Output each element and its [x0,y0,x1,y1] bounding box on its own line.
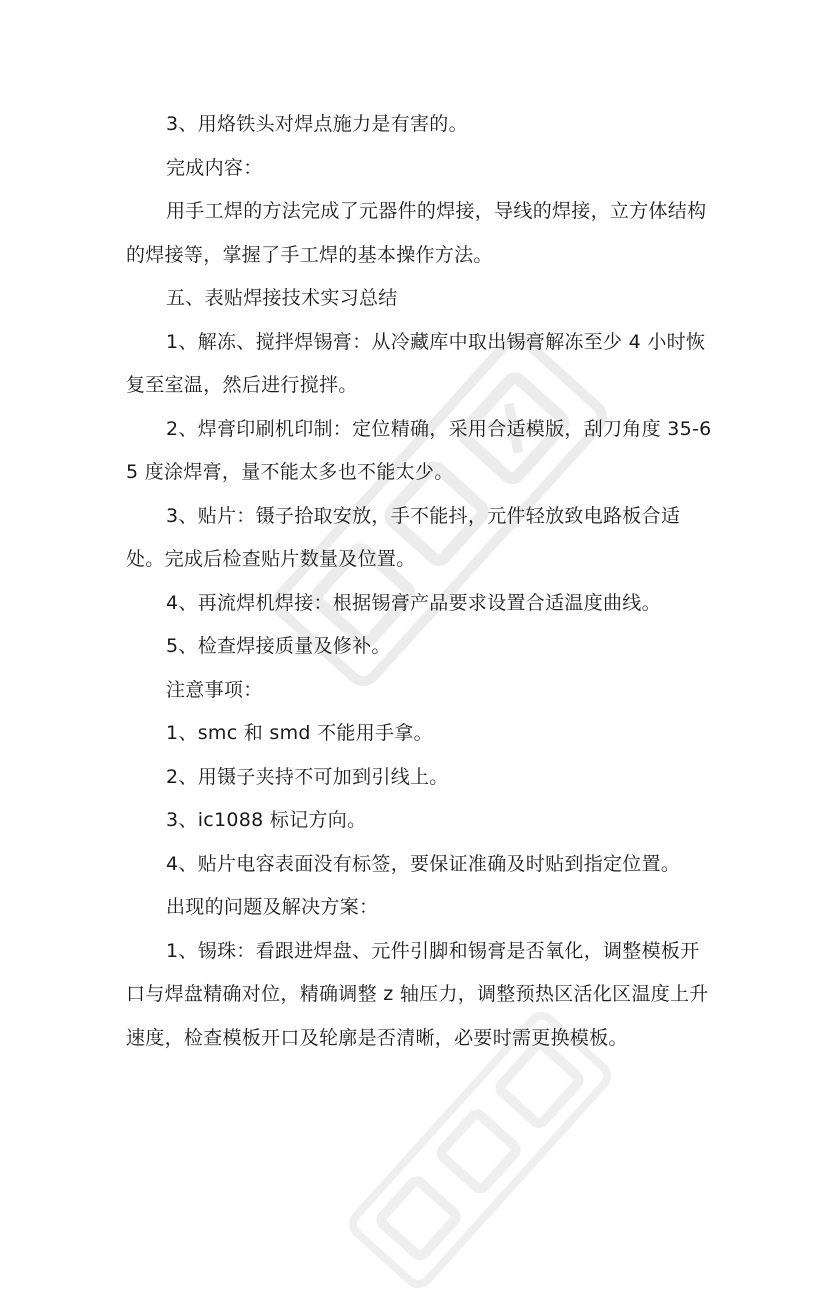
paragraph-heading: 完成内容： [166,156,263,179]
paragraph: 用手工焊的方法完成了元器件的焊接，导线的焊接，立方体结构的焊接等，掌握了手工焊的基本操作方法。 [126,200,707,266]
paragraph: 3、用烙铁头对焊点施力是有害的。 [166,113,468,135]
paragraph: 2、焊膏印刷机印制：定位精确，采用合适模版，刮刀角度 35-65 度涂焊膏，量不能太多也不能太少。 [126,417,712,483]
paragraph: 2、用镊子夹持不可加到引线上。 [166,765,449,788]
paragraph: 3、ic1088 标记方向。 [166,809,367,831]
paragraph-heading: 出现的问题及解决方案： [166,896,379,918]
paragraph: 4、再流焊机焊接：根据锡膏产品要求设置合适温度曲线。 [166,591,661,614]
document-body [126,103,716,1060]
paragraph: 5、检查焊接质量及修补。 [166,635,391,657]
section-heading: 五、表贴焊接技术实习总结 [166,287,398,309]
paragraph: 3、贴片：镊子拾取安放，手不能抖，元件轻放致电路板合适处。完成后检查贴片数量及位置。 [126,504,681,570]
paragraph: 1、解冻、搅拌焊锡膏：从冷藏库中取出锡膏解冻至少 4 小时恢复至室温，然后进行搅拌。 [126,330,706,396]
paragraph-heading: 注意事项： [166,678,263,701]
paragraph: 1、锡珠：看跟进焊盘、元件引脚和锡膏是否氧化，调整模板开口与焊盘精确对位，精确调整 z 轴压力，调整预热区活化区温度上升速度，检查模板开口及轮廓是否清晰，必要时需更换模板。 [126,939,709,1049]
paragraph: 4、贴片电容表面没有标签，要保证准确及时贴到指定位置。 [166,852,681,875]
paragraph: 1、smc 和 smd 不能用手拿。 [166,722,433,744]
